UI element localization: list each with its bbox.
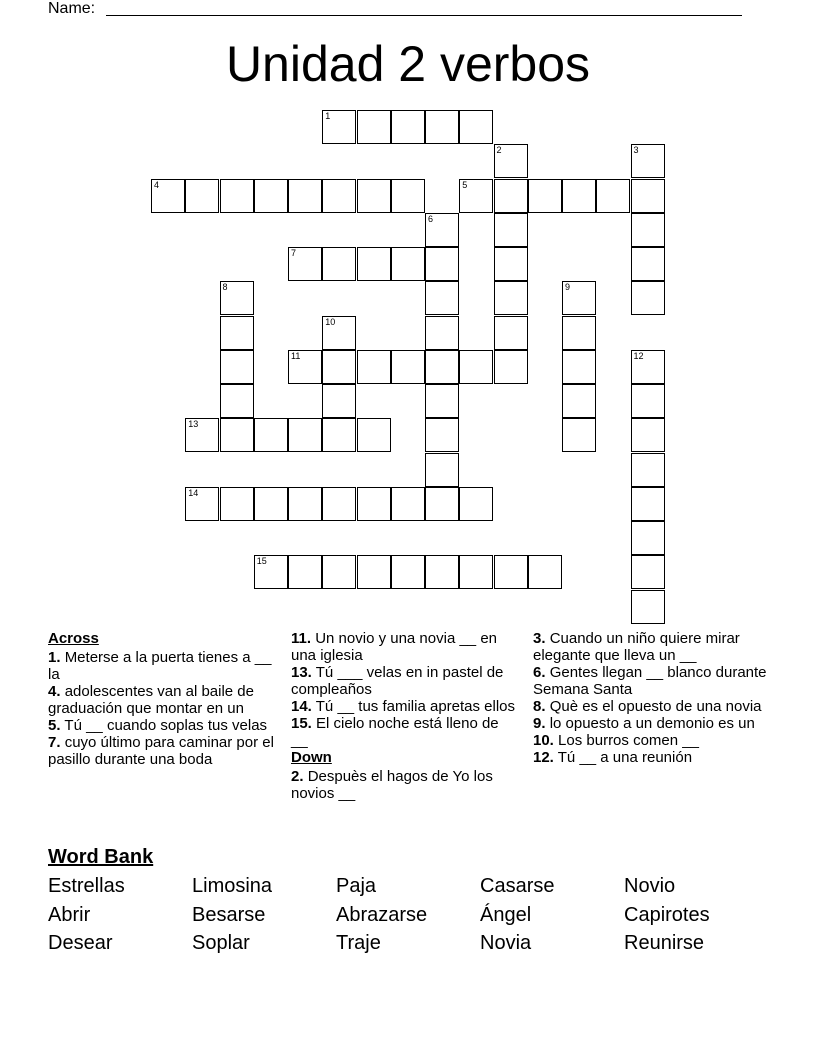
cell-number: 5 bbox=[462, 179, 468, 190]
word-bank-item: Paja bbox=[336, 875, 377, 897]
grid-cell[interactable] bbox=[185, 418, 219, 452]
grid-cell[interactable] bbox=[357, 487, 391, 521]
clue-across-1: 1. Meterse a la puerta tienes a __ la bbox=[48, 649, 272, 683]
word-bank-item: Abrazarse bbox=[336, 904, 428, 926]
cell-number: 12 bbox=[633, 350, 644, 361]
grid-cell[interactable] bbox=[528, 555, 562, 589]
grid-cell[interactable] bbox=[220, 384, 254, 418]
cell-number: 8 bbox=[222, 282, 228, 293]
grid-cell[interactable] bbox=[254, 555, 288, 589]
grid-cell[interactable] bbox=[322, 555, 356, 589]
grid-cell[interactable] bbox=[391, 247, 425, 281]
clue-across-11: 11. Un novio y una novia __ en una iglesia bbox=[291, 630, 497, 664]
cell-number: 9 bbox=[565, 282, 571, 293]
grid-cell[interactable] bbox=[425, 247, 459, 281]
clue-down-3: 3. Cuando un niño quiere mirar elegante que lleva un __ bbox=[533, 630, 740, 664]
grid-cell[interactable] bbox=[425, 555, 459, 589]
word-bank-item: Estrellas bbox=[48, 875, 125, 897]
grid-cell[interactable] bbox=[631, 384, 665, 418]
down-heading: Down bbox=[291, 749, 332, 766]
grid-cell[interactable] bbox=[425, 418, 459, 452]
grid-cell[interactable] bbox=[459, 555, 493, 589]
grid-cell[interactable] bbox=[596, 179, 630, 213]
grid-cell[interactable] bbox=[631, 590, 665, 624]
grid-cell[interactable] bbox=[494, 144, 528, 178]
grid-cell[interactable] bbox=[357, 110, 391, 144]
across-heading: Across bbox=[48, 630, 99, 647]
grid-cell[interactable] bbox=[391, 110, 425, 144]
word-bank-item: Traje bbox=[336, 932, 381, 954]
across-column-1 bbox=[48, 630, 276, 768]
grid-cell[interactable] bbox=[425, 316, 459, 350]
word-bank-item: Novia bbox=[480, 932, 532, 954]
grid-cell[interactable] bbox=[631, 179, 665, 213]
page-title: Unidad 2 verbos bbox=[225, 36, 591, 92]
cell-number: 2 bbox=[496, 145, 502, 156]
grid-cell[interactable] bbox=[220, 350, 254, 384]
grid-cell[interactable] bbox=[185, 487, 219, 521]
grid-cell[interactable] bbox=[631, 247, 665, 281]
word-bank-item: Limosina bbox=[192, 875, 273, 897]
grid-cell[interactable] bbox=[494, 555, 528, 589]
word-bank-title: Word Bank bbox=[48, 846, 154, 868]
across-column-2 bbox=[291, 630, 519, 802]
grid-cell[interactable] bbox=[254, 487, 288, 521]
grid-cell[interactable] bbox=[391, 487, 425, 521]
grid-cell[interactable] bbox=[220, 418, 254, 452]
grid-cell[interactable] bbox=[220, 179, 254, 213]
word-bank-item: Desear bbox=[48, 932, 113, 954]
grid-cell[interactable] bbox=[288, 179, 322, 213]
grid-cell[interactable] bbox=[494, 281, 528, 315]
grid-cell[interactable] bbox=[288, 350, 322, 384]
clue-down-12: 12. Tú __ a una reunión bbox=[533, 749, 693, 766]
grid-cell[interactable] bbox=[631, 418, 665, 452]
down-column bbox=[533, 630, 773, 766]
grid-cell[interactable] bbox=[562, 316, 596, 350]
grid-cell[interactable] bbox=[357, 418, 391, 452]
grid-cell[interactable] bbox=[631, 281, 665, 315]
grid-cell[interactable] bbox=[151, 179, 185, 213]
grid-cell[interactable] bbox=[631, 213, 665, 247]
grid-cell[interactable] bbox=[391, 350, 425, 384]
grid-cell[interactable] bbox=[631, 487, 665, 521]
grid-cell[interactable] bbox=[357, 179, 391, 213]
grid-cell[interactable] bbox=[357, 555, 391, 589]
word-bank-item: Soplar bbox=[192, 932, 250, 954]
cell-number: 1 bbox=[325, 111, 331, 121]
grid-cell[interactable] bbox=[288, 487, 322, 521]
grid-cell[interactable] bbox=[322, 350, 356, 384]
clue-across-4: 4. adolescentes van al baile de graduación que montar en un bbox=[48, 683, 254, 717]
grid-cell[interactable] bbox=[220, 487, 254, 521]
grid-cell[interactable] bbox=[631, 453, 665, 487]
grid-cell[interactable] bbox=[254, 179, 288, 213]
grid-cell[interactable] bbox=[562, 384, 596, 418]
grid-cell[interactable] bbox=[631, 350, 665, 384]
cell-number: 3 bbox=[633, 145, 639, 156]
grid-cell[interactable] bbox=[357, 247, 391, 281]
grid-cell[interactable] bbox=[425, 350, 459, 384]
word-bank-item: Ángel bbox=[480, 904, 532, 926]
cell-number: 11 bbox=[291, 350, 301, 361]
grid-cell[interactable] bbox=[322, 384, 356, 418]
grid-cell[interactable] bbox=[322, 247, 356, 281]
clue-down-2: 2. Despuès el hagos de Yo los novios __ bbox=[291, 768, 493, 802]
cell-number: 7 bbox=[291, 248, 297, 258]
grid-cell[interactable] bbox=[562, 281, 596, 315]
clue-down-6: 6. Gentes llegan __ blanco durante Semana Santa bbox=[533, 664, 767, 698]
grid-cell[interactable] bbox=[631, 555, 665, 589]
grid-cell[interactable] bbox=[322, 487, 356, 521]
cell-number: 13 bbox=[188, 419, 199, 430]
name-label: Name: bbox=[48, 0, 96, 17]
clue-down-9: 9. lo opuesto a un demonio es un bbox=[533, 715, 755, 732]
grid-cell[interactable] bbox=[288, 247, 322, 281]
word-bank-item: Capirotes bbox=[624, 904, 710, 926]
cell-number: 14 bbox=[188, 487, 199, 498]
grid-cell[interactable] bbox=[322, 179, 356, 213]
grid-cell[interactable] bbox=[459, 110, 493, 144]
grid-cell[interactable] bbox=[494, 316, 528, 350]
clue-across-7: 7. cuyo último para caminar por el pasillo durante una boda bbox=[48, 734, 274, 768]
grid-cell[interactable] bbox=[425, 213, 459, 247]
clue-down-8: 8. Què es el opuesto de una novia bbox=[533, 698, 762, 715]
grid-cell[interactable] bbox=[322, 110, 356, 144]
word-bank-item: Casarse bbox=[480, 875, 555, 897]
word-bank-item: Reunirse bbox=[624, 932, 705, 954]
clue-across-15: 15. El cielo noche está lleno de __ bbox=[291, 715, 499, 749]
cell-number: 6 bbox=[428, 213, 434, 224]
grid-cell[interactable] bbox=[322, 418, 356, 452]
grid-cell[interactable] bbox=[528, 179, 562, 213]
grid-cell[interactable] bbox=[391, 179, 425, 213]
grid-cell[interactable] bbox=[322, 316, 356, 350]
grid-cell[interactable] bbox=[494, 247, 528, 281]
grid-cell[interactable] bbox=[562, 179, 596, 213]
grid-cell[interactable] bbox=[425, 110, 459, 144]
word-bank-item: Novio bbox=[624, 875, 676, 897]
grid-cell[interactable] bbox=[562, 418, 596, 452]
grid-cell[interactable] bbox=[254, 418, 288, 452]
grid-cell[interactable] bbox=[459, 350, 493, 384]
clue-down-10: 10. Los burros comen __ bbox=[533, 732, 699, 749]
grid-cell[interactable] bbox=[425, 384, 459, 418]
grid-cell[interactable] bbox=[425, 281, 459, 315]
cell-number: 15 bbox=[256, 556, 267, 567]
grid-cell[interactable] bbox=[288, 555, 322, 589]
clue-across-14: 14. Tú __ tus familia apretas ellos bbox=[291, 698, 516, 715]
grid-cell[interactable] bbox=[425, 453, 459, 487]
word-bank-item: Besarse bbox=[192, 904, 266, 926]
grid-cell[interactable] bbox=[562, 350, 596, 384]
word-bank-item: Abrir bbox=[48, 904, 91, 926]
cell-number: 4 bbox=[154, 179, 160, 190]
grid-cell[interactable] bbox=[459, 179, 493, 213]
grid-cell[interactable] bbox=[494, 179, 528, 213]
cell-number: 10 bbox=[325, 316, 336, 327]
grid-cell[interactable] bbox=[220, 281, 254, 315]
grid-cell[interactable] bbox=[494, 350, 528, 384]
grid-cell[interactable] bbox=[220, 316, 254, 350]
grid-cell[interactable] bbox=[425, 487, 459, 521]
clue-across-5: 5. Tú __ cuando soplas tus velas bbox=[48, 717, 268, 734]
grid-cell[interactable] bbox=[631, 521, 665, 555]
grid-cell[interactable] bbox=[288, 418, 322, 452]
grid-cell[interactable] bbox=[185, 179, 219, 213]
grid-cell[interactable] bbox=[459, 487, 493, 521]
clue-across-13: 13. Tú ___ velas en in pastel de compleaños bbox=[291, 664, 504, 698]
grid-cell[interactable] bbox=[494, 213, 528, 247]
grid-cell[interactable] bbox=[391, 555, 425, 589]
grid-cell[interactable] bbox=[357, 350, 391, 384]
grid-cell[interactable] bbox=[631, 144, 665, 178]
